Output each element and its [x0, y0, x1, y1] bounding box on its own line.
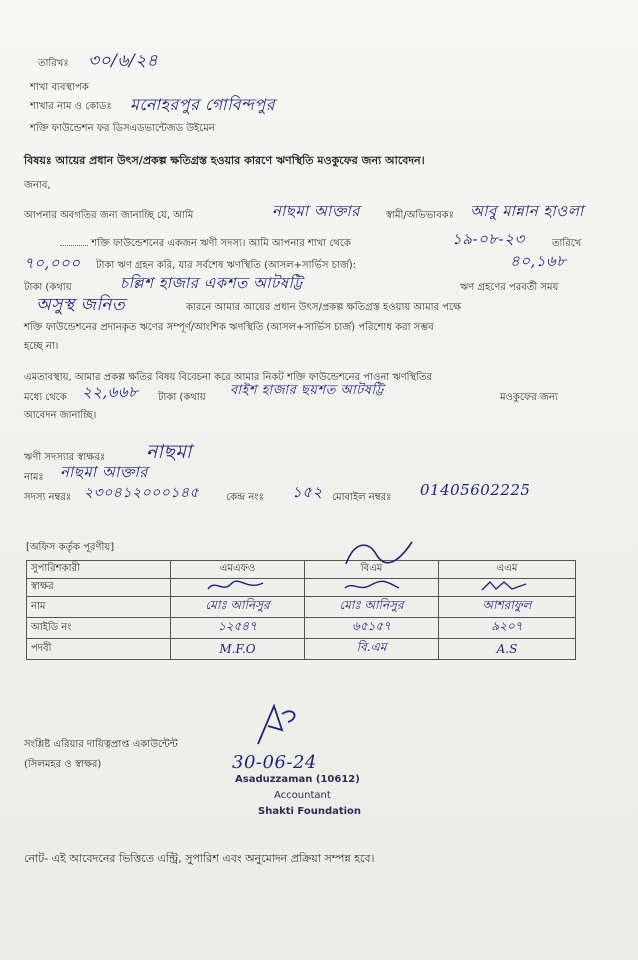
date-label: তারিখঃ [38, 58, 69, 69]
mobile-value: 01405602225 [420, 481, 531, 499]
accountant-line1: সংশ্লিষ্ট এরিয়ার দায়িত্বপ্রাপ্ত একাউন্টেন্ট [24, 739, 178, 750]
cell-id-mfo: ১২৫৪৭ [171, 618, 305, 639]
para1-line7: হচ্ছে না। [24, 341, 59, 352]
para2-line2-c: মওকুফের জন্য [500, 392, 558, 403]
member-name-value: নাছমা আক্তার [60, 463, 149, 481]
accountant-sign-date: 30-06-24 [232, 752, 317, 773]
para1-line1-b: স্বামী/অভিভাবকঃ [386, 210, 454, 221]
row-label-name: নাম [27, 597, 171, 618]
signature-scribble-mfo [203, 579, 273, 593]
table-header-row [27, 561, 576, 579]
para1-line2-b: তারিখে [552, 238, 582, 249]
accountant-line2: (সিলমহর ও স্বাক্ষর) [24, 759, 102, 770]
outstanding-hand: ৪০,১৬৮ [510, 252, 567, 270]
cell-id-bm: ৬৫১৫৭ [305, 618, 439, 639]
para2-line1: এমতাবস্থায়, আমার প্রকল্প ক্ষতির বিষয় বিবেচনা করে আমার নিকট শক্তি ফাউন্ডেশনের পাওনা ঋণস্থিতির [24, 372, 433, 383]
cell-signature-am [439, 579, 576, 597]
para1-line4-b: ঋণ গ্রহণের পরবর্তী সময় [460, 282, 559, 293]
cell-signature-mfo [171, 579, 305, 597]
center-value: ১৫২ [292, 483, 323, 501]
cell-signature-bm [305, 579, 439, 597]
header-branch-label: শাখার নাম ও কোডঃ [30, 101, 112, 112]
header-line1: শাখা ব্যবস্থাপক [30, 82, 89, 93]
subject: বিষয়ঃ আয়ের প্রধান উৎস/প্রকল্প ক্ষতিগ্রস্ত হওয়ার কারণে ঋণস্থিতি মওকুফের জন্য আবেদন। [24, 154, 425, 167]
mobile-label: মোবাইল নম্বরঃ [332, 492, 392, 503]
para2-line2-a: মধ্যে থেকে [24, 392, 67, 403]
header-line3: শক্তি ফাউন্ডেশন ফর ডিসএডভান্টেজড উইমেন [30, 123, 215, 134]
cell-designation-am: A.S [439, 639, 576, 660]
stamp-org: Shakti Foundation [258, 806, 362, 817]
loan-date-hand: ১৯-০৮-২৩ [452, 230, 525, 248]
waive-words-hand: বাইশ হাজার ছয়শত আটষট্টি [230, 383, 384, 398]
para2-line2-b: টাকা (কথায় [158, 392, 206, 403]
footer-note: নোট- এই আবেদনের ভিত্তিতে এন্ট্রি, সুপারিশ এবং অনুমোদন প্রক্রিয়া সম্পন্ন হবে। [24, 852, 375, 865]
loan-amount-hand: ৭০,০০০ [24, 254, 81, 272]
table-row [27, 597, 576, 618]
signature-scribble-bm [337, 579, 407, 593]
cell-designation-bm: বি.এম [305, 639, 439, 660]
para1-line2-a: শক্তি ফাউন্ডেশনের একজন ঋণী সদস্য। আমি আপনার শাখা থেকে [60, 236, 351, 253]
guardian-name-hand: আবু মান্নান হাওলা [470, 202, 584, 220]
header-mfo: এমএফও [171, 561, 305, 579]
office-table [26, 560, 576, 660]
row-label-designation: পদবী [27, 639, 171, 660]
para1-line3-a: টাকা ঋণ গ্রহন করি, যার সর্বশেষ ঋণস্থিতি (আসল+সার্ভিস চার্জ): [96, 260, 357, 271]
row-label-id: আইডি নং [27, 618, 171, 639]
cell-name-mfo: মোঃ আনিসুর [171, 597, 305, 618]
member-name-label: নামঃ [24, 472, 44, 483]
header-bm: বিএম [305, 561, 439, 579]
salutation: জনাব, [24, 180, 51, 191]
stamp-title: Accountant [274, 790, 331, 801]
member-id-value: ২৩০৪১২০০০১৪৫ [84, 485, 200, 501]
para1-line1-a: আপনার অবগতির জন্য জানাচ্ছি যে, আমি [24, 210, 194, 221]
office-caption: [অফিস কর্তৃক পূরণীয়] [26, 542, 115, 553]
header-am: এএম [439, 561, 576, 579]
cell-id-am: ৯২০৭ [439, 618, 576, 639]
bm-signature-mark [340, 536, 420, 570]
waive-amount-hand: ২২,৬৬৮ [82, 383, 139, 401]
member-signature: নাছমা [146, 441, 192, 463]
member-name-hand: নাছমা আক্তার [272, 202, 361, 220]
table-row [27, 579, 576, 597]
header-branch-value: মনোহরপুর গোবিন্দপুর [130, 95, 276, 114]
para2-line3: আবেদন জানাচ্ছি। [24, 410, 97, 421]
member-signature-label: ঋণী সদস্যার স্বাক্ষরঃ [24, 452, 106, 463]
table-row [27, 639, 576, 660]
table-row [27, 618, 576, 639]
para1-line5-a: কারনে আমার আয়ের প্রধান উৎস/প্রকল্প ক্ষতিগ্রস্ত হওয়ায় আমার পক্ষে [186, 302, 462, 313]
signature-scribble-am [472, 579, 542, 593]
header-recommender: সুপারিশকারী [27, 561, 171, 579]
member-id-label: সদস্য নম্বরঃ [24, 492, 72, 503]
row-label-signature: স্বাক্ষর [27, 579, 171, 597]
para1-line4-a: টাকা (কথায় [24, 282, 72, 293]
cell-name-bm: মোঃ আনিসুর [305, 597, 439, 618]
stamp-name: Asaduzzaman (10612) [235, 774, 360, 785]
reason-hand: অসুস্থ জনিত [36, 295, 126, 315]
para1-line6: শক্তি ফাউন্ডেশনের প্রদানকৃত ঋণের সম্পূর্ণ/আংশিক ঋণস্থিতি (আসল+সার্ভিস চার্জ) পরিশোধ করা সম্ভব [24, 322, 434, 333]
outstanding-words-hand: চল্লিশ হাজার একশত আটষট্টি [120, 274, 303, 292]
cell-name-am: আশরাফুল [439, 597, 576, 618]
date-value: ৩০/৬/২৪ [88, 51, 159, 71]
center-label: কেন্দ্র নংঃ [226, 492, 264, 503]
cell-designation-mfo: M.F.O [171, 639, 305, 660]
accountant-signature-mark [248, 700, 308, 748]
